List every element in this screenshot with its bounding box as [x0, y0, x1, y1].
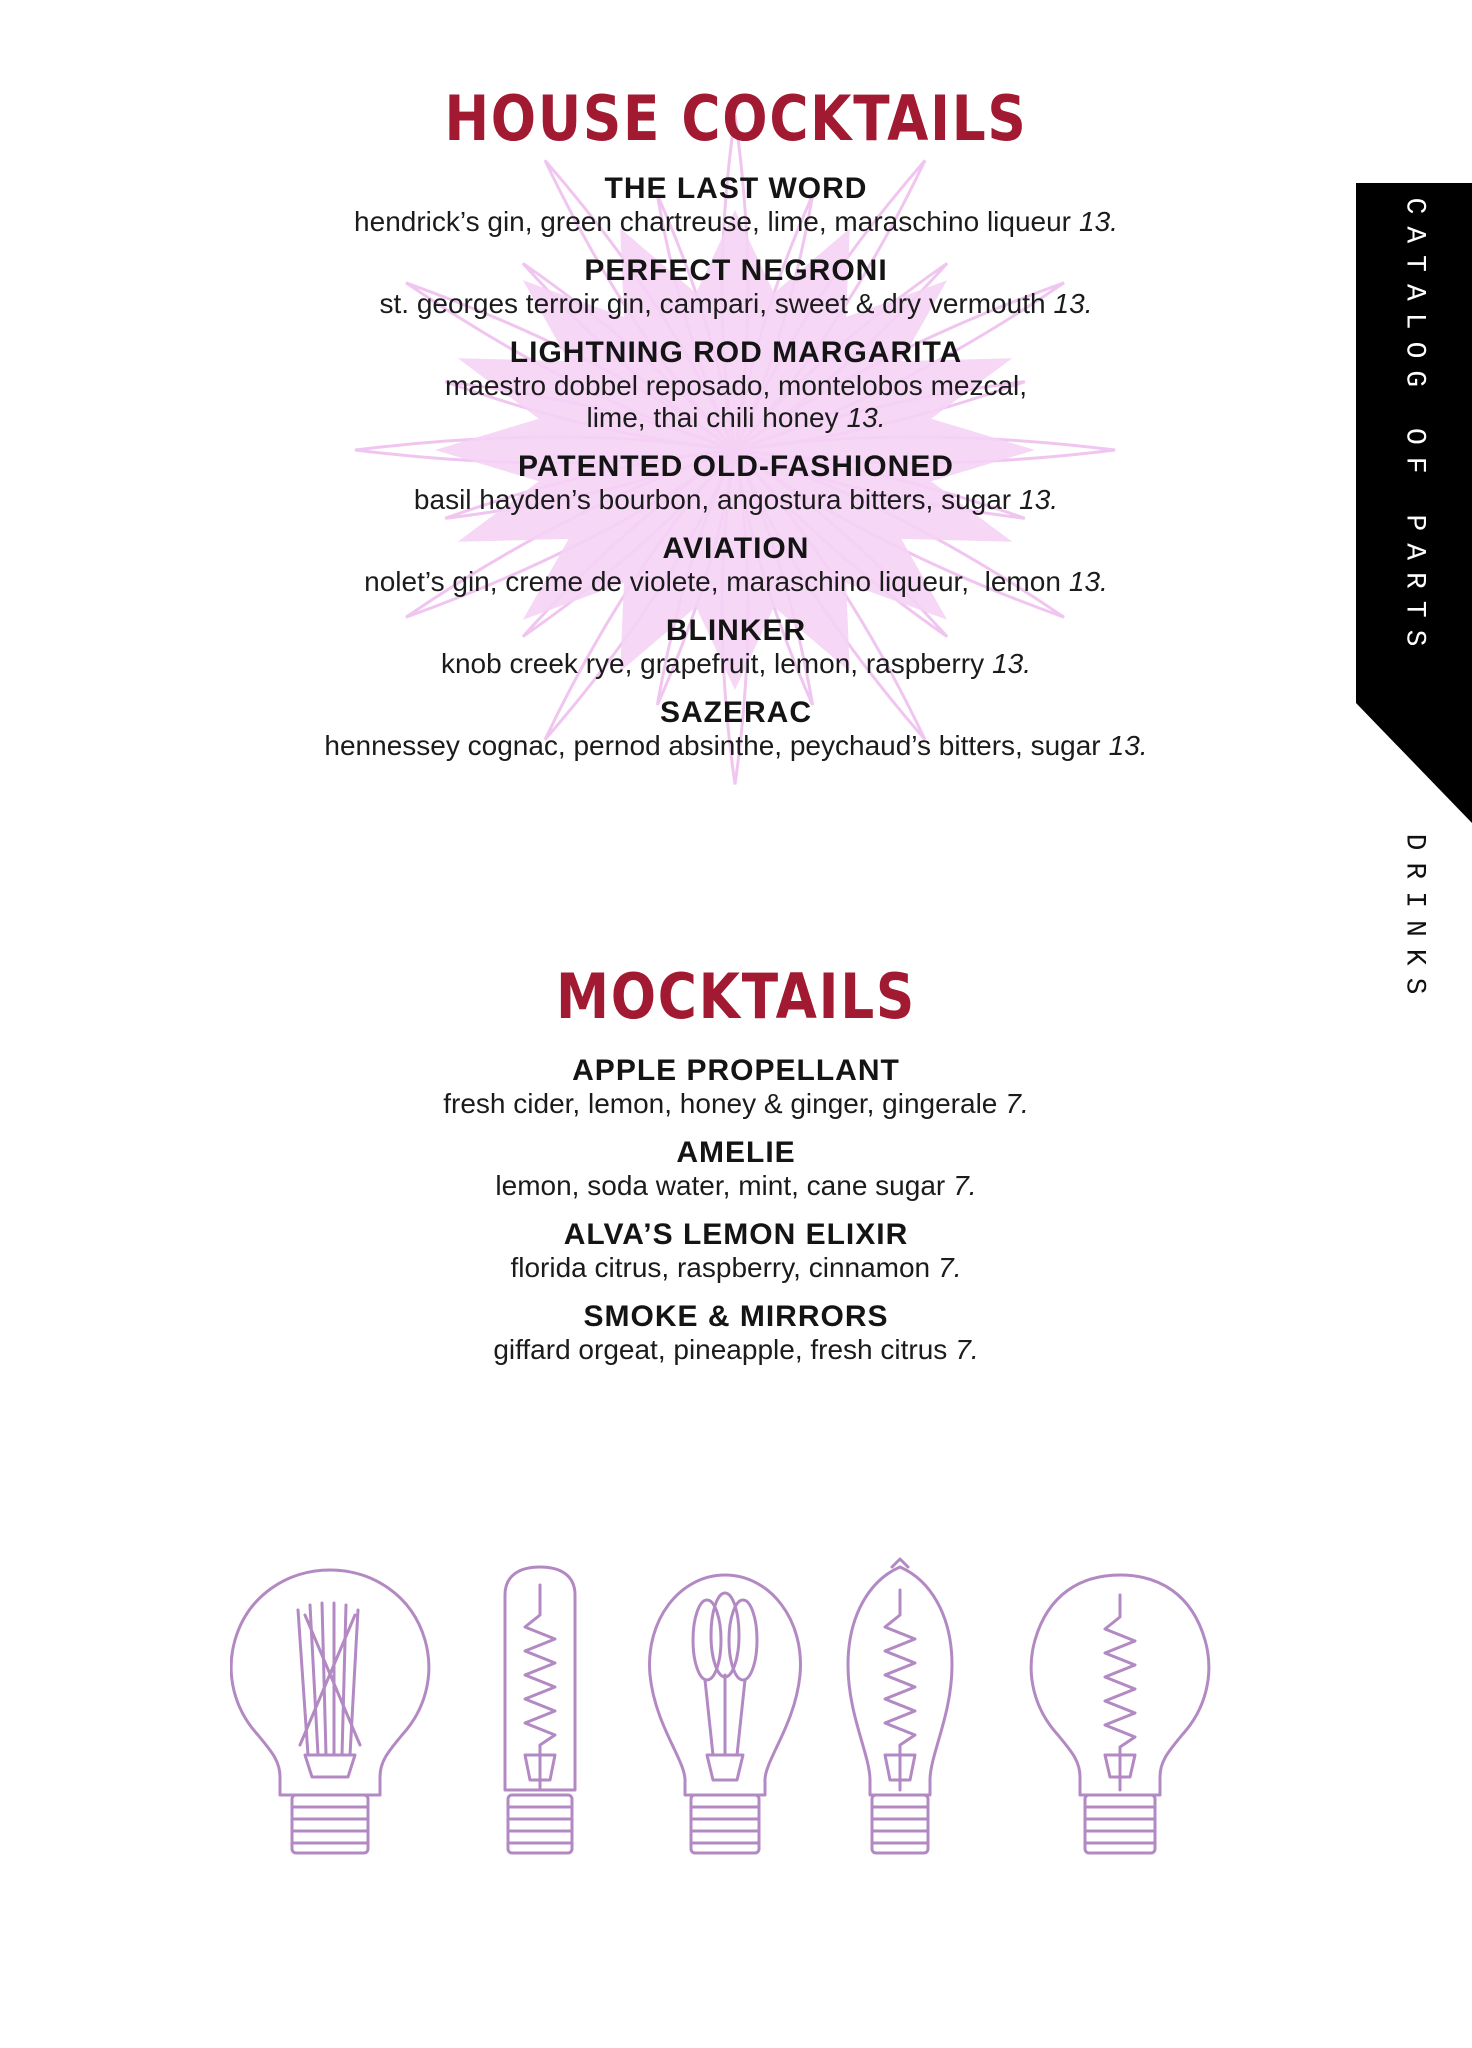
item-name: THE LAST WORD [604, 172, 868, 205]
edison-bulb-teardrop-icon [848, 1559, 952, 1853]
house-cocktails-list [0, 172, 1472, 778]
item-description: hendrick’s gin, green chartreuse, lime, maraschino liqueur 13. [354, 206, 1118, 237]
item-name: AMELIE [676, 1136, 796, 1169]
item-price: 13. [1108, 730, 1148, 761]
menu-item [0, 336, 1472, 434]
edison-bulb-globe-icon [1031, 1575, 1209, 1853]
menu-item [0, 614, 1472, 680]
menu-item [0, 1054, 1472, 1120]
menu-item [0, 172, 1472, 238]
item-description: basil hayden’s bourbon, angostura bitters, sugar 13. [413, 484, 1059, 515]
item-description: giffard orgeat, pineapple, fresh citrus 7. [493, 1334, 979, 1365]
tab-label: CATALOG OF PARTS [1398, 197, 1430, 659]
house-cocktails-title: HOUSE COCKTAILS [444, 82, 1028, 155]
item-price: 13. [1019, 484, 1059, 515]
item-description: nolet’s gin, creme de violete, maraschino liqueur, lemon 13. [364, 566, 1108, 597]
item-name: ALVA’S LEMON ELIXIR [563, 1218, 909, 1251]
edison-bulb-tube-icon [505, 1567, 575, 1853]
item-price: 7. [953, 1170, 977, 1201]
item-price: 13. [1053, 288, 1093, 319]
item-name: LIGHTNING ROD MARGARITA [509, 336, 963, 369]
item-description: hennessey cognac, pernod absinthe, peychaud’s bitters, sugar 13. [324, 730, 1148, 761]
item-name: PATENTED OLD-FASHIONED [518, 450, 954, 483]
edison-bulb-round-icon [231, 1570, 429, 1853]
section-label-drinks: DRINKS [1398, 833, 1430, 1007]
item-description: lemon, soda water, mint, cane sugar 7. [495, 1170, 977, 1201]
bulbs-illustration [230, 1555, 1240, 1865]
item-name: PERFECT NEGRONI [584, 254, 888, 287]
item-name: BLINKER [665, 614, 807, 647]
item-name: SMOKE & MIRRORS [583, 1300, 889, 1333]
item-name: APPLE PROPELLANT [572, 1054, 900, 1087]
item-price: 13. [1068, 566, 1108, 597]
item-price: 13. [1079, 206, 1118, 237]
item-description: florida citrus, raspberry, cinnamon 7. [510, 1252, 962, 1283]
item-name: SAZERAC [659, 696, 812, 729]
item-name: AVIATION [662, 532, 810, 565]
menu-item [0, 254, 1472, 320]
item-description: st. georges terroir gin, campari, sweet & dry vermouth 13. [379, 288, 1093, 319]
menu-item [0, 1136, 1472, 1202]
item-price: 13. [992, 648, 1032, 679]
catalog-of-parts-tab[interactable] [1356, 183, 1472, 823]
menu-item [0, 696, 1472, 762]
item-description-line-2: lime, thai chili honey 13. [586, 402, 886, 433]
menu-item [0, 1300, 1472, 1366]
mocktails-list [0, 1054, 1472, 1382]
item-price: 7. [955, 1334, 979, 1365]
item-price: 7. [1005, 1088, 1029, 1119]
item-description: knob creek rye, grapefruit, lemon, raspberry 13. [440, 648, 1032, 679]
item-price: 13. [846, 402, 886, 433]
edison-bulb-pear-icon [650, 1575, 801, 1853]
menu-item [0, 450, 1472, 516]
menu-item [0, 532, 1472, 598]
item-description: fresh cider, lemon, honey & ginger, gingerale 7. [443, 1088, 1029, 1119]
item-description: maestro dobbel reposado, montelobos mezcal, [444, 370, 1028, 401]
mocktails-title: MOCKTAILS [555, 960, 917, 1033]
menu-item [0, 1218, 1472, 1284]
item-price: 7. [938, 1252, 962, 1283]
